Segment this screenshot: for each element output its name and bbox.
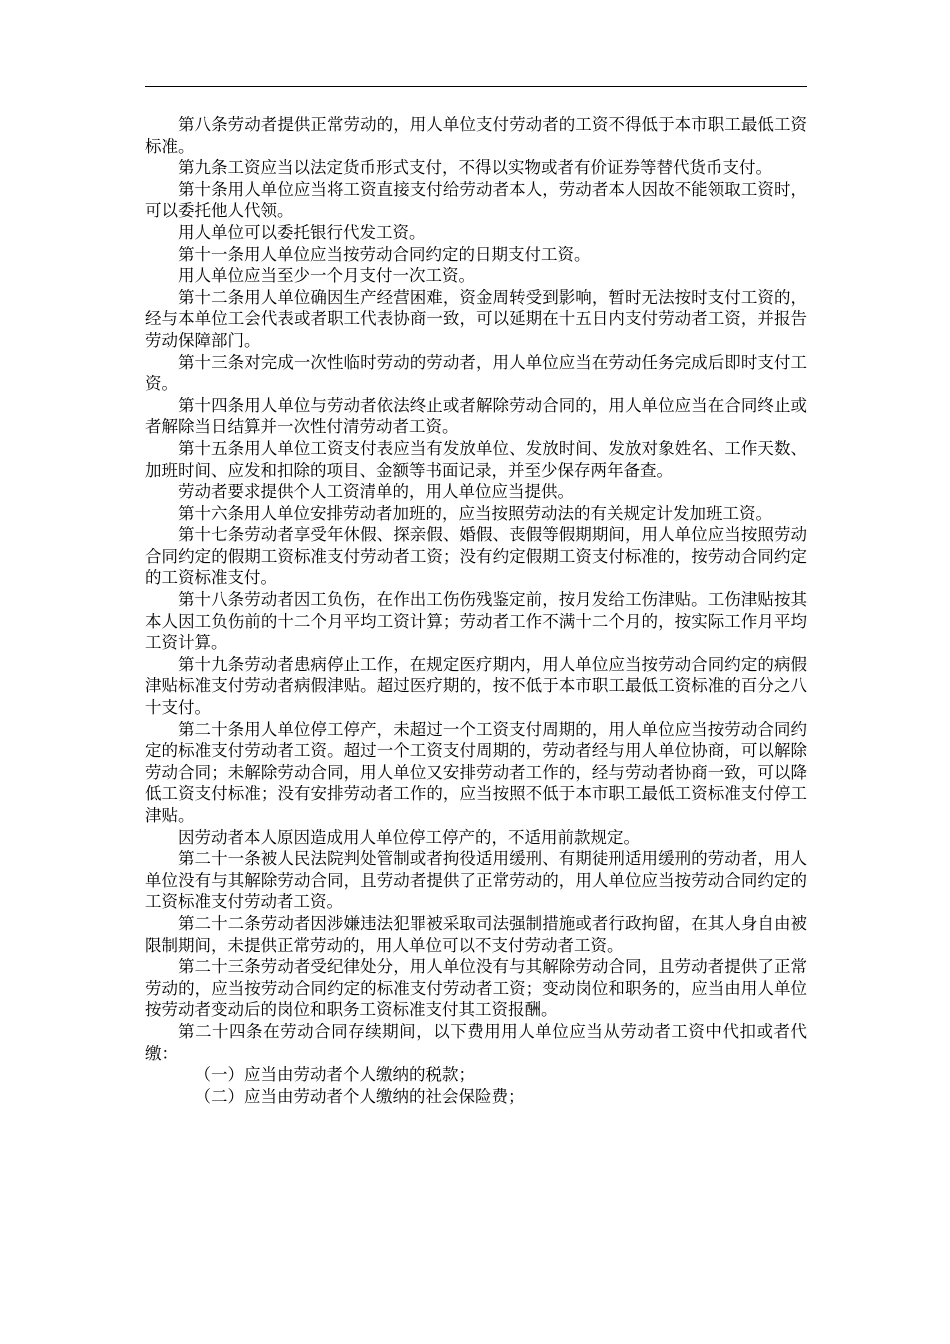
paragraph: 第九条工资应当以法定货币形式支付，不得以实物或者有价证券等替代货币支付。 [178,158,772,178]
paragraph: 第十七条劳动者享受年休假、探亲假、婚假、丧假等假期期间，用人单位应当按照劳动合同约定的假期工资标准支付劳动者工资；没有约定假期工资支付标准的，按劳动合同约定的工资标准支付。 [145,525,807,588]
paragraph: 第二十条用人单位停工停产，未超过一个工资支付周期的，用人单位应当按劳动合同约定的标准支付劳动者工资。超过一个工资支付周期的，劳动者经与用人单位协商，可以解除劳动合同；未解除劳动合同，用人单位又安排劳动者工作的，经与劳动者协商一致，可以降低工资支付标准；没有安排劳动者工作的，应当按照不低于本市职工最低工资标准支付停工津贴。 [145,719,807,825]
paragraph: 劳动者要求提供个人工资清单的，用人单位应当提供。 [178,482,574,502]
paragraph: 第二十四条在劳动合同存续期间，以下费用用人单位应当从劳动者工资中代扣或者代缴： [145,1021,807,1063]
header-rule [145,86,807,87]
paragraph: 第十一条用人单位应当按劳动合同约定的日期支付工资。 [178,244,591,264]
paragraph: 第十九条劳动者患病停止工作，在规定医疗期内，用人单位应当按劳动合同约定的病假津贴标准支付劳动者病假津贴。超过医疗期的，按不低于本市职工最低工资标准的百分之八十支付。 [145,654,807,718]
list-item: （一）应当由劳动者个人缴纳的税款； [194,1065,475,1085]
paragraph: 第八条劳动者提供正常劳动的，用人单位支付劳动者的工资不得低于本市职工最低工资标准。 [145,115,807,156]
paragraph: 第十二条用人单位确因生产经营困难，资金周转受到影响，暂时无法按时支付工资的，经与本单位工会代表或者职工代表协商一致，可以延期在十五日内支付劳动者工资，并报告劳动保障部门。 [145,287,807,350]
list-item: （二）应当由劳动者个人缴纳的社会保险费； [194,1086,525,1106]
paragraph: 用人单位应当至少一个月支付一次工资。 [178,266,475,286]
paragraph: 第十八条劳动者因工负伤，在作出工伤伤残鉴定前，按月发给工伤津贴。工伤津贴按其本人因工负伤前的十二个月平均工资计算；劳动者工作不满十二个月的，按实际工作月平均工资计算。 [145,590,807,653]
paragraph: 第十三条对完成一次性临时劳动的劳动者，用人单位应当在劳动任务完成后即时支付工资。 [145,352,807,394]
paragraph: 因劳动者本人原因造成用人单位停工停产的，不适用前款规定。 [178,827,640,847]
paragraph: 第十六条用人单位安排劳动者加班的，应当按照劳动法的有关规定计发加班工资。 [178,503,772,523]
paragraph: 第二十二条劳动者因涉嫌违法犯罪被采取司法强制措施或者行政拘留，在其人身自由被限制期间，未提供正常劳动的，用人单位可以不支付劳动者工资。 [145,913,807,955]
paragraph: 第十五条用人单位工资支付表应当有发放单位、发放时间、发放对象姓名、工作天数、加班时间、应发和扣除的项目、金额等书面记录，并至少保存两年备查。 [145,438,807,480]
document-body [145,114,807,1107]
paragraph: 第十四条用人单位与劳动者依法终止或者解除劳动合同的，用人单位应当在合同终止或者解除当日结算并一次性付清劳动者工资。 [145,395,807,437]
paragraph: 用人单位可以委托银行代发工资。 [178,222,426,242]
paragraph: 第十条用人单位应当将工资直接支付给劳动者本人，劳动者本人因故不能领取工资时，可以委托他人代领。 [145,179,807,221]
paragraph: 第二十三条劳动者受纪律处分，用人单位没有与其解除劳动合同，且劳动者提供了正常劳动的，应当按劳动合同约定的标准支付劳动者工资；变动岗位和职务的，应当由用人单位按劳动者变动后的岗位和职务工资标准支付其工资报酬。 [145,957,807,1020]
paragraph: 第二十一条被人民法院判处管制或者拘役适用缓刑、有期徒刑适用缓刑的劳动者，用人单位没有与其解除劳动合同，且劳动者提供了正常劳动的，用人单位应当按劳动合同约定的工资标准支付劳动者工资。 [145,849,807,912]
